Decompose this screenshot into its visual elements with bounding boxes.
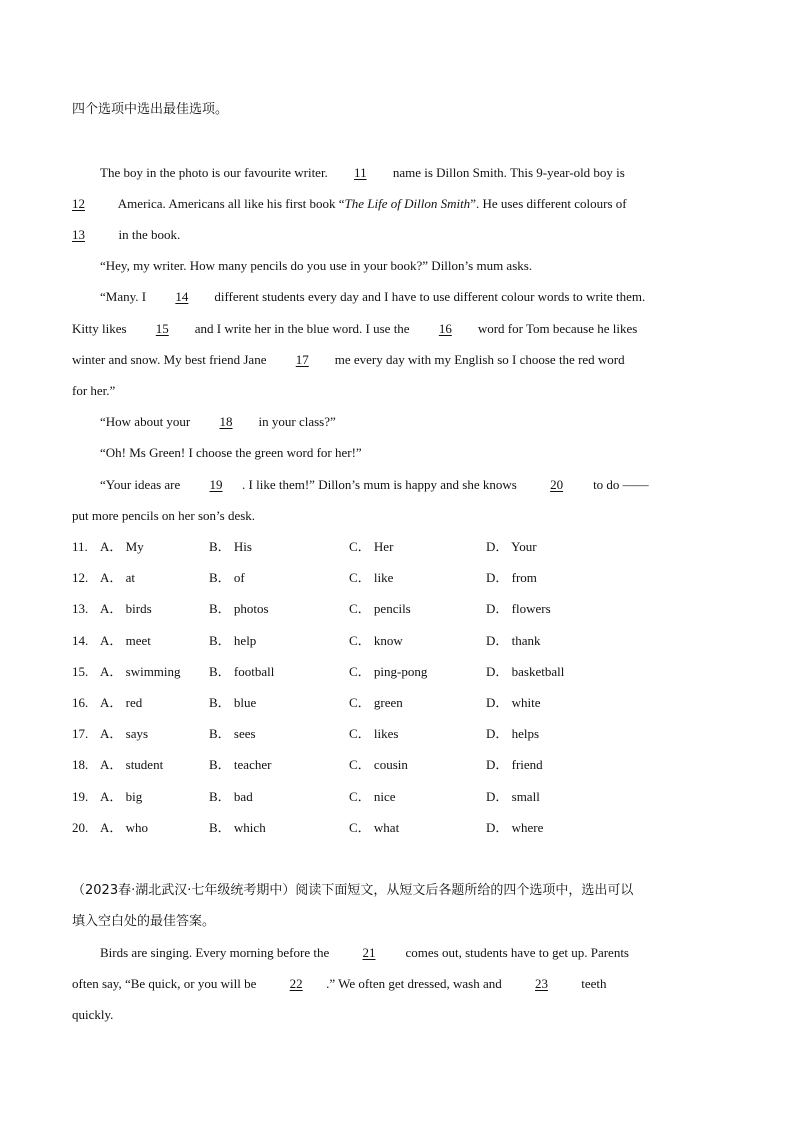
option-a[interactable]: A． says [100, 726, 149, 741]
section-heading: 四个选项中选出最佳选项。 [72, 102, 229, 117]
option-c[interactable]: C． ping-pong [349, 664, 428, 679]
option-d[interactable]: D． thank [486, 633, 541, 648]
option-c[interactable]: C． nice [349, 789, 396, 804]
passage-line: Birds are singing. Every morning before the 21 comes out, students have to get up. Parents [100, 945, 629, 960]
passage-line: “How about your 18 in your class?” [100, 414, 336, 429]
option-c[interactable]: C． know [349, 633, 403, 648]
option-b[interactable]: B． sees [209, 726, 256, 741]
option-a[interactable]: A． birds [100, 601, 152, 616]
option-d[interactable]: D． flowers [486, 601, 551, 616]
section2-intro: （2023春·湖北武汉·七年级统考期中）阅读下面短文，从短文后各题所给的四个选项中，选出可以 [72, 883, 634, 898]
question-number: 13. [72, 601, 89, 616]
option-a[interactable]: A． My [100, 539, 144, 554]
question-row [72, 788, 692, 806]
question-number: 11. [72, 539, 88, 554]
passage-line: Kitty likes 15 and I write her in the blue word. I use the 16 word for Tom because he likes [72, 321, 638, 336]
option-c[interactable]: C． like [349, 570, 394, 585]
option-b[interactable]: B． of [209, 570, 245, 585]
option-b[interactable]: B． blue [209, 695, 257, 710]
blank-17[interactable]: 17 [295, 352, 309, 367]
question-number: 20. [72, 820, 89, 835]
question-number: 19. [72, 789, 89, 804]
option-d[interactable]: D． white [486, 695, 541, 710]
passage-line: “Many. I 14 different students every day and I have to use different colour words to write them. [100, 289, 646, 304]
question-number: 16. [72, 695, 89, 710]
blank-16[interactable]: 16 [438, 321, 452, 336]
option-b[interactable]: B． bad [209, 789, 253, 804]
question-row [72, 725, 692, 743]
option-b[interactable]: B． teacher [209, 757, 272, 772]
blank-11[interactable]: 11 [354, 165, 367, 180]
option-d[interactable]: D． friend [486, 757, 543, 772]
blank-15[interactable]: 15 [155, 321, 169, 336]
option-a[interactable]: A． red [100, 695, 143, 710]
option-b[interactable]: B． His [209, 539, 252, 554]
option-d[interactable]: D． where [486, 820, 544, 835]
passage-line: put more pencils on her son’s desk. [72, 508, 256, 523]
blank-20[interactable]: 20 [550, 477, 564, 492]
option-d[interactable]: D． basketball [486, 664, 565, 679]
option-c[interactable]: C． what [349, 820, 400, 835]
option-a[interactable]: A． student [100, 757, 164, 772]
passage-line: “Oh! Ms Green! I choose the green word for her!” [100, 445, 362, 460]
passage-line: often say, “Be quick, or you will be 22 .” We often get dressed, wash and 23 teeth [72, 976, 607, 991]
blank-18[interactable]: 18 [219, 414, 233, 429]
question-row [72, 663, 692, 681]
passage-line: quickly. [72, 1007, 114, 1022]
option-c[interactable]: C． cousin [349, 757, 408, 772]
option-b[interactable]: B． football [209, 664, 275, 679]
option-d[interactable]: D． small [486, 789, 540, 804]
passage-line: 13 in the book. [72, 227, 181, 242]
question-row [72, 600, 692, 618]
option-b[interactable]: B． which [209, 820, 266, 835]
option-b[interactable]: B． help [209, 633, 257, 648]
passage-line: “Your ideas are 19 . I like them!” Dillon’s mum is happy and she knows 20 to do —— [100, 477, 649, 492]
blank-13[interactable]: 13 [72, 227, 85, 242]
question-row [72, 694, 692, 712]
passage-line: 12 America. Americans all like his first book “The Life of Dillon Smith”. He uses different colours of [72, 196, 627, 211]
option-b[interactable]: B． photos [209, 601, 269, 616]
question-row [72, 632, 692, 650]
option-a[interactable]: A． swimming [100, 664, 181, 679]
question-row [72, 569, 692, 587]
blank-23[interactable]: 23 [534, 976, 548, 991]
passage-line: winter and snow. My best friend Jane 17 me every day with my English so I choose the red word [72, 352, 625, 367]
question-number: 14. [72, 633, 89, 648]
passage-line: The boy in the photo is our favourite writer. 11 name is Dillon Smith. This 9-year-old boy is [100, 165, 625, 180]
option-d[interactable]: D． helps [486, 726, 540, 741]
blank-22[interactable]: 22 [289, 976, 303, 991]
blank-21[interactable]: 21 [362, 945, 376, 960]
question-number: 18. [72, 757, 89, 772]
option-d[interactable]: D． from [486, 570, 537, 585]
blank-19[interactable]: 19 [209, 477, 223, 492]
option-a[interactable]: A． big [100, 789, 143, 804]
question-row [72, 756, 692, 774]
question-row [72, 819, 692, 837]
question-row [72, 538, 692, 556]
passage-line: for her.” [72, 383, 116, 398]
option-c[interactable]: C． pencils [349, 601, 411, 616]
section2-intro: 填入空白处的最佳答案。 [72, 914, 216, 929]
option-d[interactable]: D． Your [486, 539, 537, 554]
option-a[interactable]: A． meet [100, 633, 151, 648]
blank-14[interactable]: 14 [175, 289, 189, 304]
option-a[interactable]: A． who [100, 820, 149, 835]
book-title: The Life of Dillon Smith [344, 196, 471, 211]
option-c[interactable]: C． likes [349, 726, 399, 741]
option-c[interactable]: C． green [349, 695, 403, 710]
question-number: 15. [72, 664, 89, 679]
option-c[interactable]: C． Her [349, 539, 394, 554]
option-a[interactable]: A． at [100, 570, 136, 585]
passage-line: “Hey, my writer. How many pencils do you use in your book?” Dillon’s mum asks. [100, 258, 533, 273]
question-number: 17. [72, 726, 89, 741]
question-number: 12. [72, 570, 89, 585]
blank-12[interactable]: 12 [72, 196, 85, 211]
